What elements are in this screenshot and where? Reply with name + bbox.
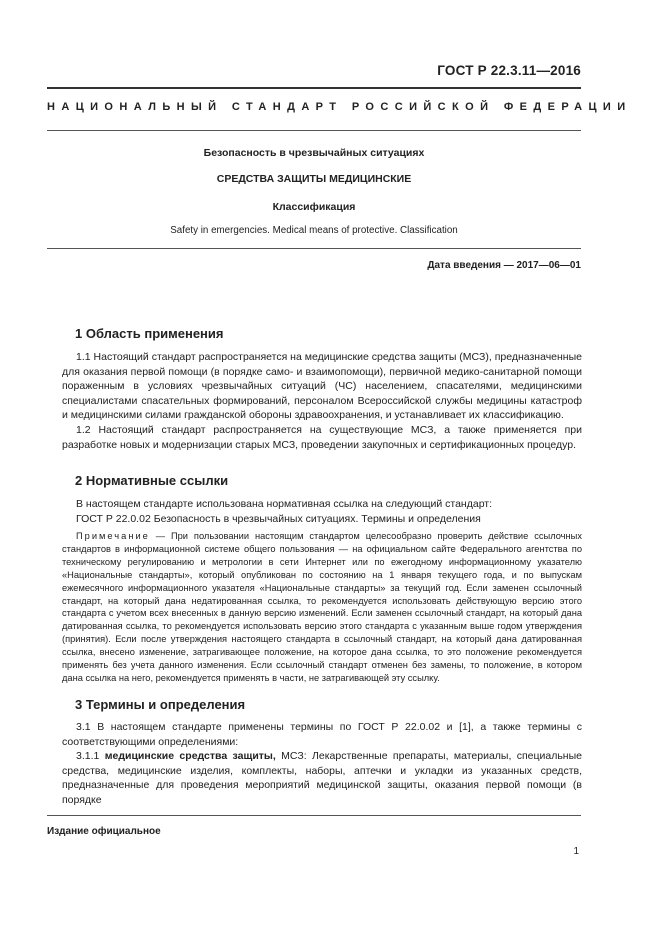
note-block [62,530,582,685]
term-number: 3.1.1 [76,750,105,763]
term-name: медицинские средства защиты, [104,750,276,763]
clause-3-1: 3.1 В настоящем стандарте применены термины по ГОСТ Р 22.0.02 и [1], а также термины с соответствующими определениями: [62,721,582,748]
section-1-heading: 1 Область применения [75,326,224,341]
note-text: — При пользовании настоящим стандартом целесообразно проверить действие ссылочных стандартов в информационной системе общего пользования — на официальном сайте Федерального агентства по техническому регулированию и метрологии в сети Интернет или по ежегодному информационному указателю «Национальные стандарты», который опубликован по состоянию на 1 января текущего года, и по выпускам ежемесячного информационного указателя «Национальные стандарты» за текущий год. Если заменен ссылочный стандарт, на который дана недатированная ссылка, то рекомендуется использовать действующую версию этого стандарта с учетом всех внесенных в данную версию изменений. Если заменен ссылочный стандарт, на который дана датированная ссылка, то рекомендуется использовать версию этого стандарта с указанным выше годом утверждения (принятия). Если после утверждения настоящего стандарта в ссылочный стандарт, на который дана датированная ссылка, внесено изменение, затрагивающее положение, на которое дана ссылка, то это положение рекомендуется применять без учета данного изменения. Если ссылочный стандарт отменен без замены, то положение, в котором дана ссылка на него, рекомендуется применять в части, не затрагивающей эту ссылку. [62,531,582,683]
note-label: Примечание [76,531,150,541]
section-3-body [62,720,582,808]
section-2-body [62,497,582,526]
clause-1-1: 1.1 Настоящий стандарт распространяется на медицинские средства защиты (МСЗ), предназначенные для оказания первой помощи (в порядке само- и взаимопомощи), первичной медико-санитарной помощи пораженным в условиях чрезвычайных ситуаций (ЧС) населением, спасателями, медицинскими специалистами спасательных формирований, персоналом Всероссийской службы медицины катастроф и медицинскими силами гражданской обороны здравоохранения, и устанавливает их классификацию. [62,351,582,422]
clause-1-2: 1.2 Настоящий стандарт распространяется на существующие МСЗ, а также применяется при разработке новых и модернизации старых МСЗ, проведении закупочных и сертификационных процедур. [62,423,582,451]
introduction-date: Дата введения — 2017—06—01 [427,260,581,271]
normative-ref-intro: В настоящем стандарте использована нормативная ссылка на следующий стандарт: [76,498,493,510]
page-number: 1 [573,846,579,857]
clause-3-1-1 [62,749,582,807]
national-standard-banner: НАЦИОНАЛЬНЫЙ СТАНДАРТ РОССИЙСКОЙ ФЕДЕРАЦИИ [47,101,632,113]
banner-rule [47,130,581,131]
title-english: Safety in emergencies. Medical means of protective. Classification [170,225,458,236]
title-rule [47,248,581,249]
section-1-body [62,350,582,452]
title-sub: Классификация [272,201,356,213]
official-edition-label: Издание официальное [47,826,161,837]
section-2-heading: 2 Нормативные ссылки [75,473,229,488]
section-3-heading: 3 Термины и определения [75,697,246,712]
normative-ref-gost: ГОСТ Р 22.0.02 Безопасность в чрезвычайных ситуациях. Термины и определения [76,512,481,525]
title-main: СРЕДСТВА ЗАЩИТЫ МЕДИЦИНСКИЕ [216,173,412,185]
header-rule [47,87,581,89]
footer-rule [47,815,581,816]
document-code: ГОСТ Р 22.3.11—2016 [437,63,581,78]
title-category: Безопасность в чрезвычайных ситуациях [203,147,425,159]
term-definition: МСЗ: Лекарственные препараты, материалы, специальные средства, медицинские изделия, комплекты, наборы, аптечки и укладки из указанных средств, предназначенные для проведения мероприятий медицинской защиты, оказания первой помощи (в порядке [62,750,582,806]
